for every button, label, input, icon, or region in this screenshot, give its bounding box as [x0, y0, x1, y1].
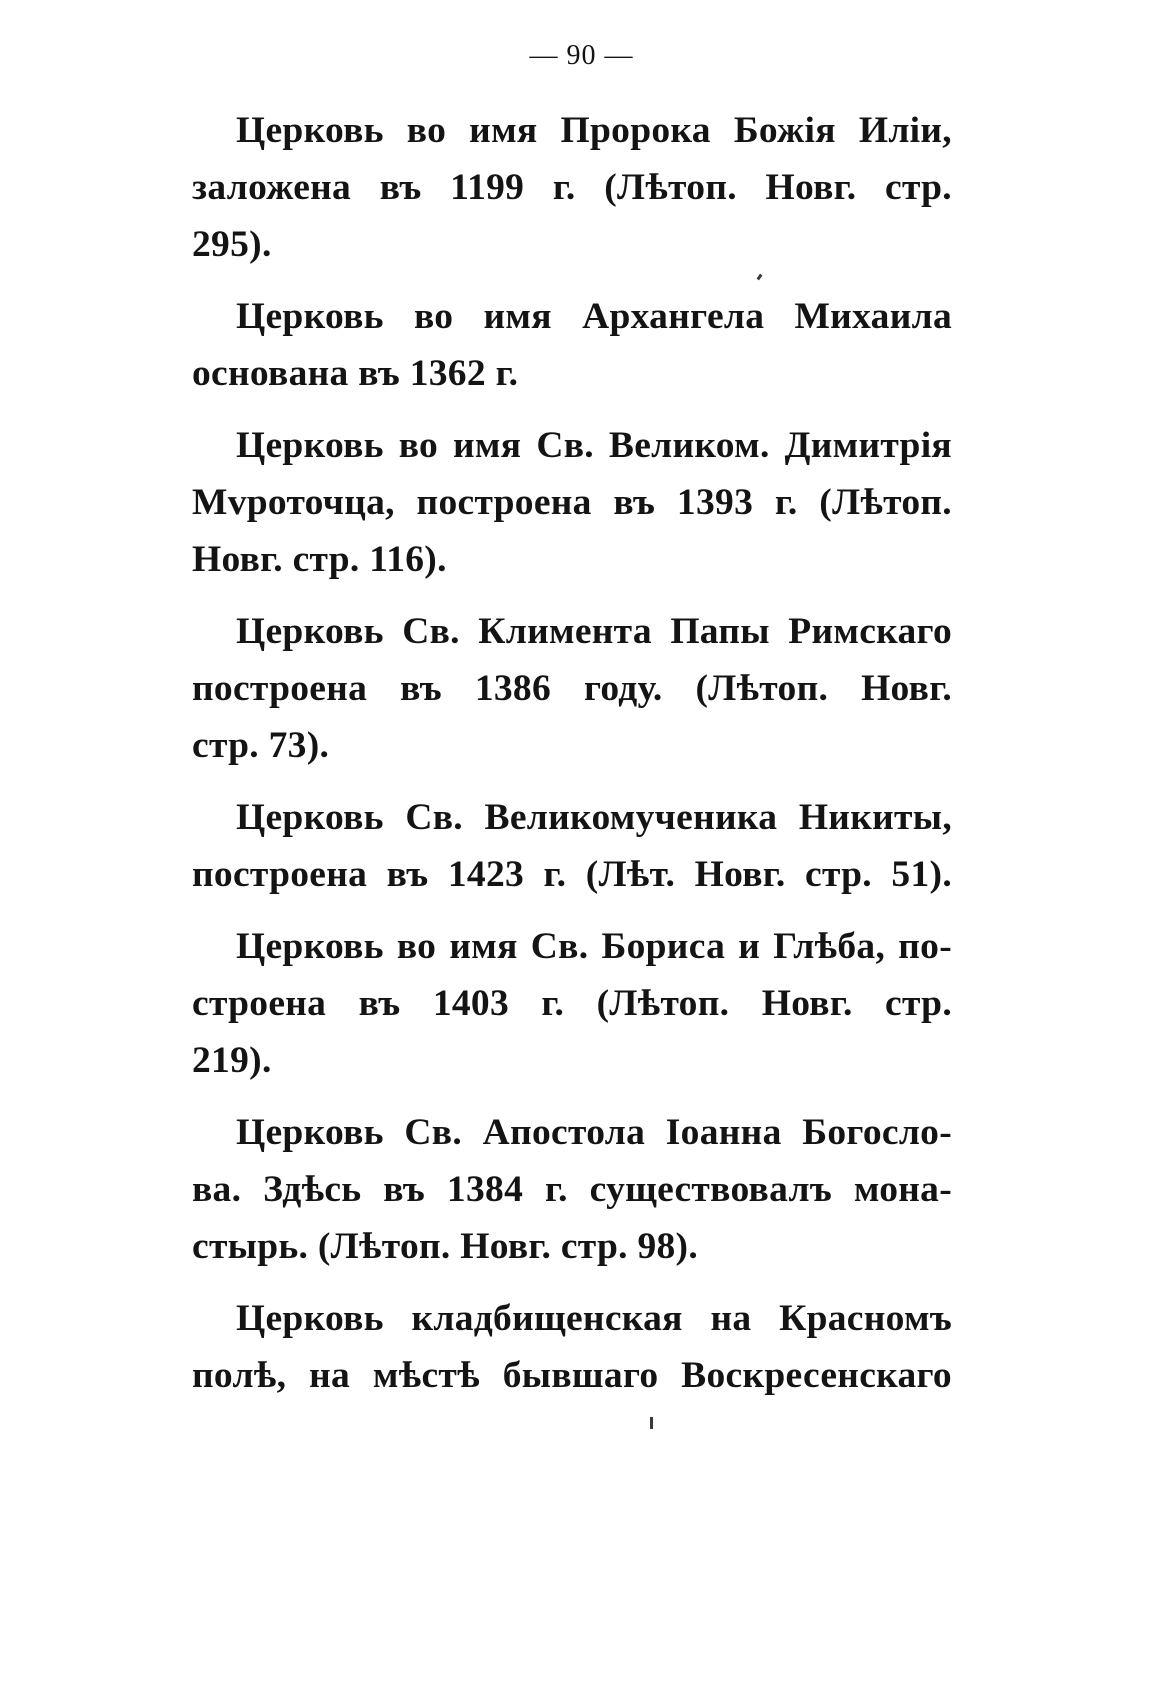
text-line: Церковь во имя Пророка Божія Иліи,: [236, 110, 952, 151]
church-entry-clement: [192, 603, 952, 774]
print-speck: [650, 1417, 653, 1429]
text-line: Церковь Св. Великомученика Никиты,: [236, 797, 952, 838]
text-line: Церковь Св. Апостола Іоанна Богосло-: [236, 1112, 952, 1153]
text-line: строена въ 1403 г. (Лѣтоп. Новг. стр.: [192, 983, 952, 1024]
text-line: Мvроточца, построена въ 1393 г. (Лѣтоп.: [192, 482, 952, 523]
page-number: — 90 —: [529, 40, 634, 71]
text-line: 219).: [192, 1040, 272, 1081]
text-line: Церковь кладбищенская на Красномъ: [236, 1298, 952, 1339]
church-entry-boris-gleb: [192, 918, 952, 1089]
church-entry-john-theologian: [192, 1104, 952, 1275]
text-line: построена въ 1423 г. (Лѣт. Новг. стр. 51).: [192, 854, 952, 895]
text-line: стр. 73).: [192, 725, 330, 766]
text-line: построена въ 1386 году. (Лѣтоп. Новг.: [192, 668, 952, 709]
text-line: Церковь во имя Св. Великом. Димитрія: [236, 425, 952, 466]
text-line: ва. Здѣсь въ 1384 г. существовалъ мона-: [192, 1169, 952, 1210]
text-body: [192, 102, 952, 1404]
text-line: Новг. стр. 116).: [192, 539, 447, 580]
church-entry-cemetery: [192, 1290, 952, 1404]
text-line: Церковь во имя Св. Бориса и Глѣба, по-: [236, 926, 952, 967]
text-line: заложена въ 1199 г. (Лѣтоп. Новг. стр.: [192, 167, 952, 208]
text-line: основана въ 1362 г.: [192, 353, 519, 394]
text-line: стырь. (Лѣтоп. Новг. стр. 98).: [192, 1226, 699, 1267]
text-line: 295).: [192, 224, 272, 265]
text-line: Церковь Св. Климента Папы Римскаго: [236, 611, 952, 652]
church-entry-nikita: [192, 789, 952, 903]
text-line: полѣ, на мѣстѣ бывшаго Воскресенскаго: [192, 1355, 952, 1396]
text-line: Церковь во имя Архангела Михаила: [236, 296, 952, 337]
church-entry-ilia: [192, 102, 952, 273]
church-entry-dimitry: [192, 417, 952, 588]
church-entry-archangel-michael: [192, 288, 952, 402]
